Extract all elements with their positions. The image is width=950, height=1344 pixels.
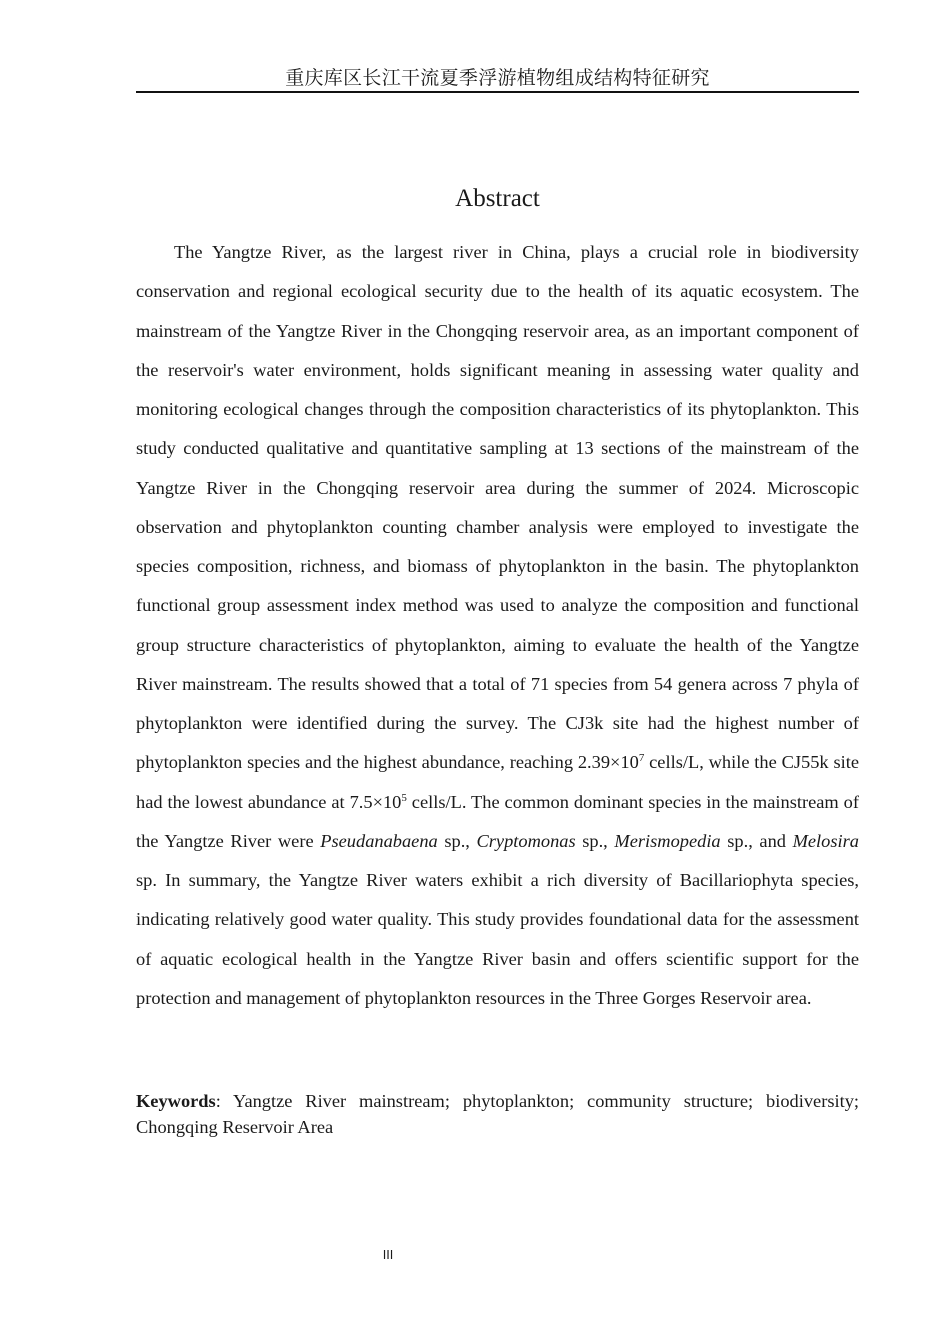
species-name-pseudanabaena: Pseudanabaena [320,830,438,851]
abstract-text-6: sp., and [720,830,793,851]
species-name-merismopedia: Merismopedia [614,830,721,851]
abstract-heading: Abstract [455,185,540,212]
species-name-melosira: Melosira [792,830,859,851]
species-name-cryptomonas: Cryptomonas [476,830,576,851]
abstract-text-3: cells/L. The common dominant species in the mainstream of the Yangtze River were [136,791,859,851]
header-rule [136,91,859,93]
abundance-exponent-low: 5 [401,791,407,804]
keywords-list: Yangtze River mainstream; phytoplankton; community structure; biodiversity; Chongqing Reservoir Area [136,1091,859,1137]
page-number: III [382,1248,394,1262]
abstract-paragraph [136,233,859,1018]
abstract-text-7: sp. In summary, the Yangtze River waters exhibit a rich diversity of Bacillariophyta species, indicating relatively good water quality. This study provides foundational data for the assessment of aquatic ecological health in the Yangtze River basin and offers scientific support for the protection and management of phytoplankton resources in the Three Gorges Reservoir area. [136,870,859,1008]
abstract-text-2: cells/L, while the CJ55k site had the lowest abundance at 7.5×10 [136,752,859,812]
running-header-title: 重庆库区长江干流夏季浮游植物组成结构特征研究 [285,67,710,89]
keywords-label: Keywords [136,1091,216,1111]
abstract-text-1: The Yangtze River, as the largest river in China, plays a crucial role in biodiversity conservation and regional ecological security due to the health of its aquatic ecosystem. The mainstream of the Yangtze River in the Chongqing reservoir area, as an important component of the reservoir's water environment, holds significant meaning in assessing water quality and monitoring ecological changes through the composition characteristics of its phytoplankton. This study conducted qualitative and quantitative sampling at 13 sections of the mainstream of the Yangtze River in the Chongqing reservoir area during the summer of 2024. Microscopic observation and phytoplankton counting chamber analysis were employed to investigate the species composition, richness, and biomass of phytoplankton in the basin. The phytoplankton functional group assessment index method was used to analyze the composition and functional group structure characteristics of phytoplankton, aiming to evaluate the health of the Yangtze River mainstream. The results showed that a total of 71 species from 54 genera across 7 phyla of phytoplankton were identified during the survey. The CJ3k site had the highest number of phytoplankton species and the highest abundance, reaching 2.39×10 [136,242,859,773]
abstract-text-5: sp., [575,830,615,851]
keywords-paragraph [136,1088,859,1140]
keywords-separator: : [215,1091,233,1111]
abstract-text-4: sp., [437,830,477,851]
abundance-exponent-high: 7 [638,752,645,765]
